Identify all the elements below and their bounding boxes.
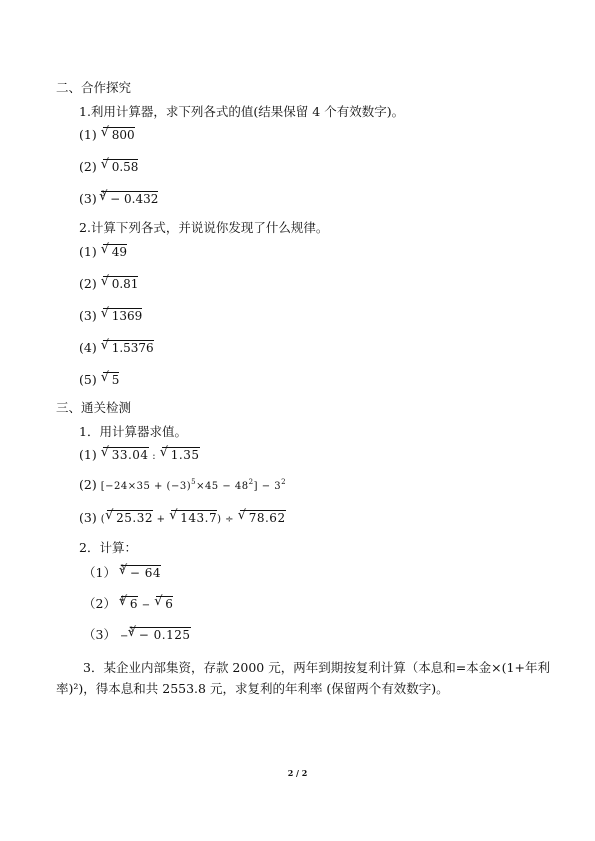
square-root: √ 1.5376 — [103, 340, 154, 355]
item-number: （3） — [83, 627, 116, 642]
q2-item-5 — [79, 372, 119, 388]
plus-sign: + — [152, 514, 170, 525]
q2-item-3 — [79, 308, 142, 324]
root-index: 3 — [100, 190, 106, 198]
check1-item-3 — [79, 510, 286, 528]
item-number: (3) — [79, 191, 97, 206]
square-root: √ 143.7 — [171, 510, 217, 525]
section-title-cooperative-inquiry: 二、合作探究 — [56, 80, 132, 95]
item-number: (5) — [79, 372, 97, 387]
check-2-prompt: 2．计算： — [79, 540, 137, 555]
check1-item-2 — [79, 477, 286, 495]
square-root: √ 6 — [156, 596, 173, 611]
q2-item-4 — [79, 340, 154, 356]
item-number: （1） — [83, 565, 116, 580]
cube-root: √ − 64 — [121, 565, 161, 580]
check-1-prompt: 1．用计算器求值。 — [79, 424, 187, 439]
item-number: (4) — [79, 340, 97, 355]
expr-part: ×45 − 48 — [196, 481, 249, 492]
expr-part: ] − 3 — [253, 481, 282, 492]
item-number: (2) — [79, 276, 97, 291]
item-number: (1) — [79, 244, 97, 259]
item-number: (1) — [79, 127, 97, 142]
expr-part: [−24×35 + (−3) — [100, 481, 192, 492]
check2-item-1 — [83, 565, 161, 583]
exponent: 5 — [191, 478, 197, 486]
q1-item-1 — [79, 127, 135, 143]
minus-sign: − — [138, 600, 155, 611]
square-root: √ 5 — [103, 372, 120, 387]
section-title-checkpoint: 三、通关检测 — [56, 400, 132, 415]
check1-item-1 — [79, 447, 200, 465]
square-root: √ 0.81 — [103, 276, 139, 291]
cube-root: √ − 0.125 — [130, 627, 191, 642]
check-3-word-problem: 3．某企业内部集资，存款 2000 元，两年到期按复利计算（本息和=本金×(1+年利率)²)，得本息和共 2553.8 元，求复利的年利率 (保留两个有效数字)。 — [56, 660, 550, 696]
square-root: √ 1369 — [103, 308, 143, 323]
q2-item-1 — [79, 244, 127, 260]
item-number: (2) — [79, 477, 97, 492]
page-number: 2 / 2 — [287, 768, 308, 778]
exponent: 2 — [281, 478, 287, 486]
root-index: 3 — [119, 564, 125, 572]
coefficient: 4 — [119, 595, 125, 603]
paren-open: ( — [100, 514, 106, 525]
minus-sign: − — [119, 631, 129, 642]
q1-item-3 — [79, 191, 158, 209]
expression — [101, 479, 286, 495]
square-root: √ 0.58 — [103, 159, 139, 174]
exponent: 2 — [248, 478, 254, 486]
square-root: √ 49 — [103, 244, 127, 259]
item-number: (3) — [79, 510, 97, 525]
check2-item-3 — [83, 627, 191, 645]
square-root: √ 800 — [103, 127, 135, 142]
square-root: √ 78.62 — [240, 510, 286, 525]
ratio-sign: : — [148, 451, 160, 462]
cube-root: √ − 0.432 — [101, 191, 158, 206]
root-index: 3 — [128, 626, 134, 634]
square-root: √ 25.32 — [107, 510, 153, 525]
question-2-prompt: 2.计算下列各式，并说说你发现了什么规律。 — [79, 220, 329, 235]
item-number: (2) — [79, 159, 97, 174]
q1-item-2 — [79, 159, 138, 175]
paren-close-divide: ) ÷ — [217, 514, 238, 525]
item-number: （2） — [83, 596, 116, 611]
square-root: √ 6 — [121, 596, 138, 611]
square-root: √ 1.35 — [162, 447, 200, 462]
item-number: (3) — [79, 308, 97, 323]
square-root: √ 33.04 — [103, 447, 149, 462]
question-1-prompt: 1.利用计算器，求下列各式的值(结果保留 4 个有效数字)。 — [79, 104, 405, 119]
item-number: (1) — [79, 447, 97, 462]
q2-item-2 — [79, 276, 138, 292]
check2-item-2 — [83, 596, 173, 614]
